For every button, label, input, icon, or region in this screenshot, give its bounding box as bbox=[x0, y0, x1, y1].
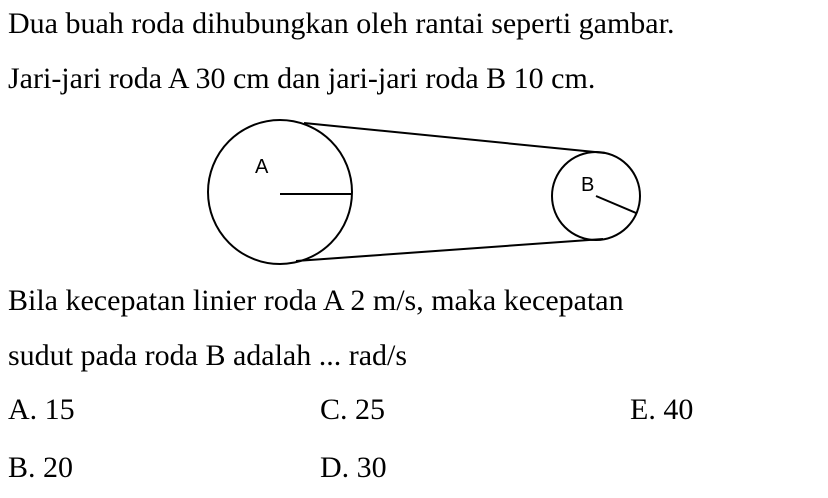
wheel-a bbox=[208, 120, 352, 264]
question-line-1: Dua buah roda dihubungkan oleh rantai seperti gambar. bbox=[8, 7, 675, 40]
option-c[interactable]: C. 25 bbox=[320, 393, 386, 426]
option-b[interactable]: B. 20 bbox=[8, 451, 74, 484]
option-d[interactable]: D. 30 bbox=[320, 451, 387, 484]
wheel-b-radius bbox=[596, 196, 636, 213]
option-e[interactable]: E. 40 bbox=[630, 393, 694, 426]
question-line-2: Jari-jari roda A 30 cm dan jari-jari roda B 10 cm. bbox=[8, 62, 596, 95]
chain-top-line bbox=[304, 123, 605, 153]
chain-bottom-line bbox=[296, 239, 603, 261]
question-line-3: Bila kecepatan linier roda A 2 m/s, maka kecepatan bbox=[8, 284, 624, 317]
wheel-a-label: A bbox=[255, 156, 269, 178]
option-a[interactable]: A. 15 bbox=[8, 393, 75, 426]
wheel-b-label: B bbox=[581, 174, 595, 196]
question-line-4: sudut pada roda B adalah ... rad/s bbox=[8, 339, 408, 372]
